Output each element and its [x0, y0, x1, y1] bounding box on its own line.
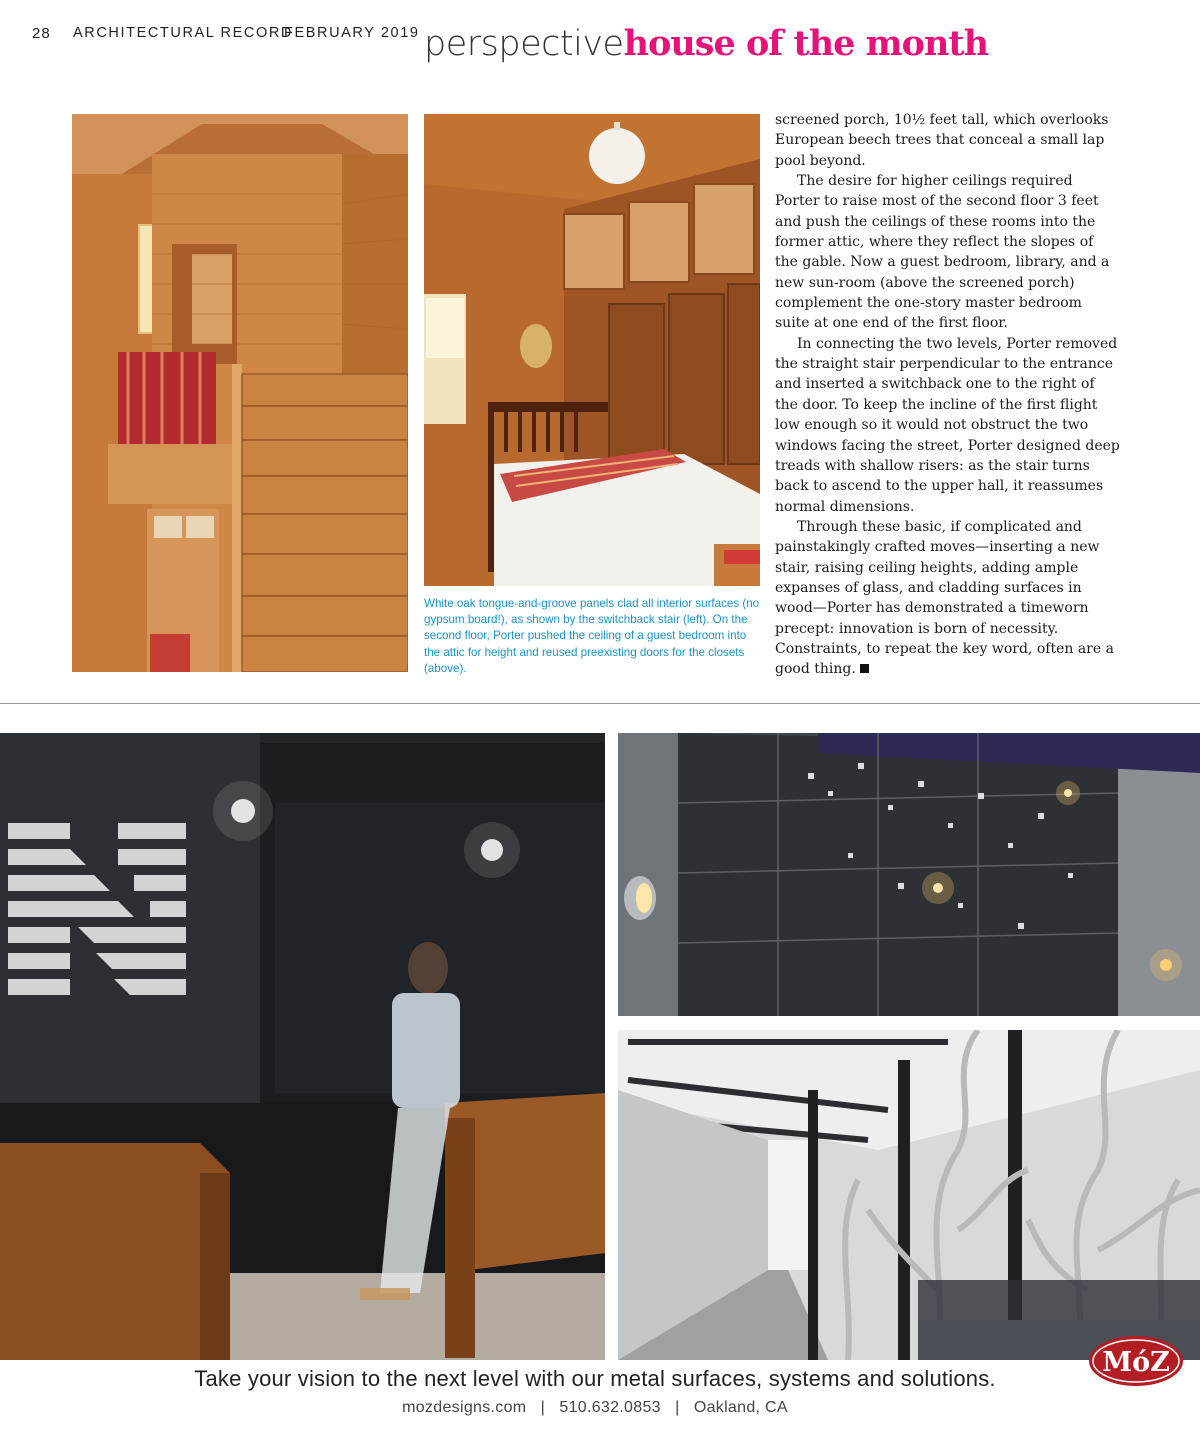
bedroom-photo: [424, 114, 760, 586]
issue-date: FEBRUARY 2019: [284, 25, 420, 41]
metal-wall-illustration: [618, 733, 1200, 1016]
article-body: [775, 110, 1120, 680]
ad-office-photo: [618, 1030, 1200, 1360]
ad-separator: |: [675, 1399, 680, 1416]
bedroom-illustration: [424, 114, 760, 586]
ad-separator: |: [540, 1399, 546, 1416]
moz-logo: [1088, 1335, 1184, 1387]
stair-photo: [72, 114, 408, 672]
ad-phone: 510.632.0853: [559, 1399, 661, 1416]
ad-metal-wall-photo: [618, 733, 1200, 1016]
section-title-light: perspective: [424, 24, 624, 64]
stair-illustration: [72, 114, 408, 672]
magazine-name: ARCHITECTURAL RECORD: [73, 25, 293, 41]
section-title: [424, 22, 988, 72]
office-illustration: [618, 1030, 1200, 1360]
article-paragraph: screened porch, 10½ feet tall, which overlooks European beech trees that conceal a small lap pool beyond.: [775, 112, 1109, 169]
ad-location: Oakland, CA: [693, 1399, 788, 1416]
article-paragraph: The desire for higher ceilings required Porter to raise most of the second floor 3 feet and push the ceilings of these rooms into the former attic, where they reflect the slopes of the gable. Now a guest bedroom, library, and a new sun-room (above the screened porch) complement the one-story master bedroom suite at one end of the first floor.: [775, 173, 1110, 332]
ad-website[interactable]: mozdesigns.com: [402, 1399, 527, 1416]
article-paragraph: In connecting the two levels, Porter removed the straight stair perpendicular to the entrance and inserted a switchback one to the right of the door. To keep the incline of the first flight low enough so it would not obstruct the two windows facing the street, Porter designed deep treads with shallow risers: as the stair turns back to ascend to the upper hall, it reassumes normal dimensions.: [775, 335, 1120, 515]
ad-lobby-photo: [0, 733, 605, 1360]
article-paragraph-text: Through these basic, if complicated and painstakingly crafted moves—inserting a new stair, raising ceiling heights, adding ample expanses of glass, and cladding surfaces in wood—Porter has demonstrated a timeworn precept: innovation is born of necessity. Constraints, to repeat the key word, often are a good thing.: [775, 518, 1114, 678]
lobby-illustration: [0, 733, 605, 1360]
moz-logo-text: MóZ: [1102, 1347, 1170, 1378]
page-divider: [0, 703, 1200, 704]
page-number: 28: [32, 25, 51, 42]
end-of-article-mark: [860, 664, 869, 673]
page-header: [0, 0, 1200, 70]
article-paragraph: [775, 517, 1120, 680]
ad-tagline: Take your vision to the next level with our metal surfaces, systems and solutions.: [194, 1366, 996, 1391]
photo-caption: White oak tongue-and-groove panels clad all interior surfaces (no gypsum board!), as shown by the switchback stair (left). On the second floor, Porter pushed the ceiling of a guest bedroom into the attic for height and reused preexisting doors for the closets (above).: [424, 597, 760, 675]
section-title-bold: house of the month: [623, 23, 989, 64]
ad-contact-line: [0, 1399, 1190, 1417]
